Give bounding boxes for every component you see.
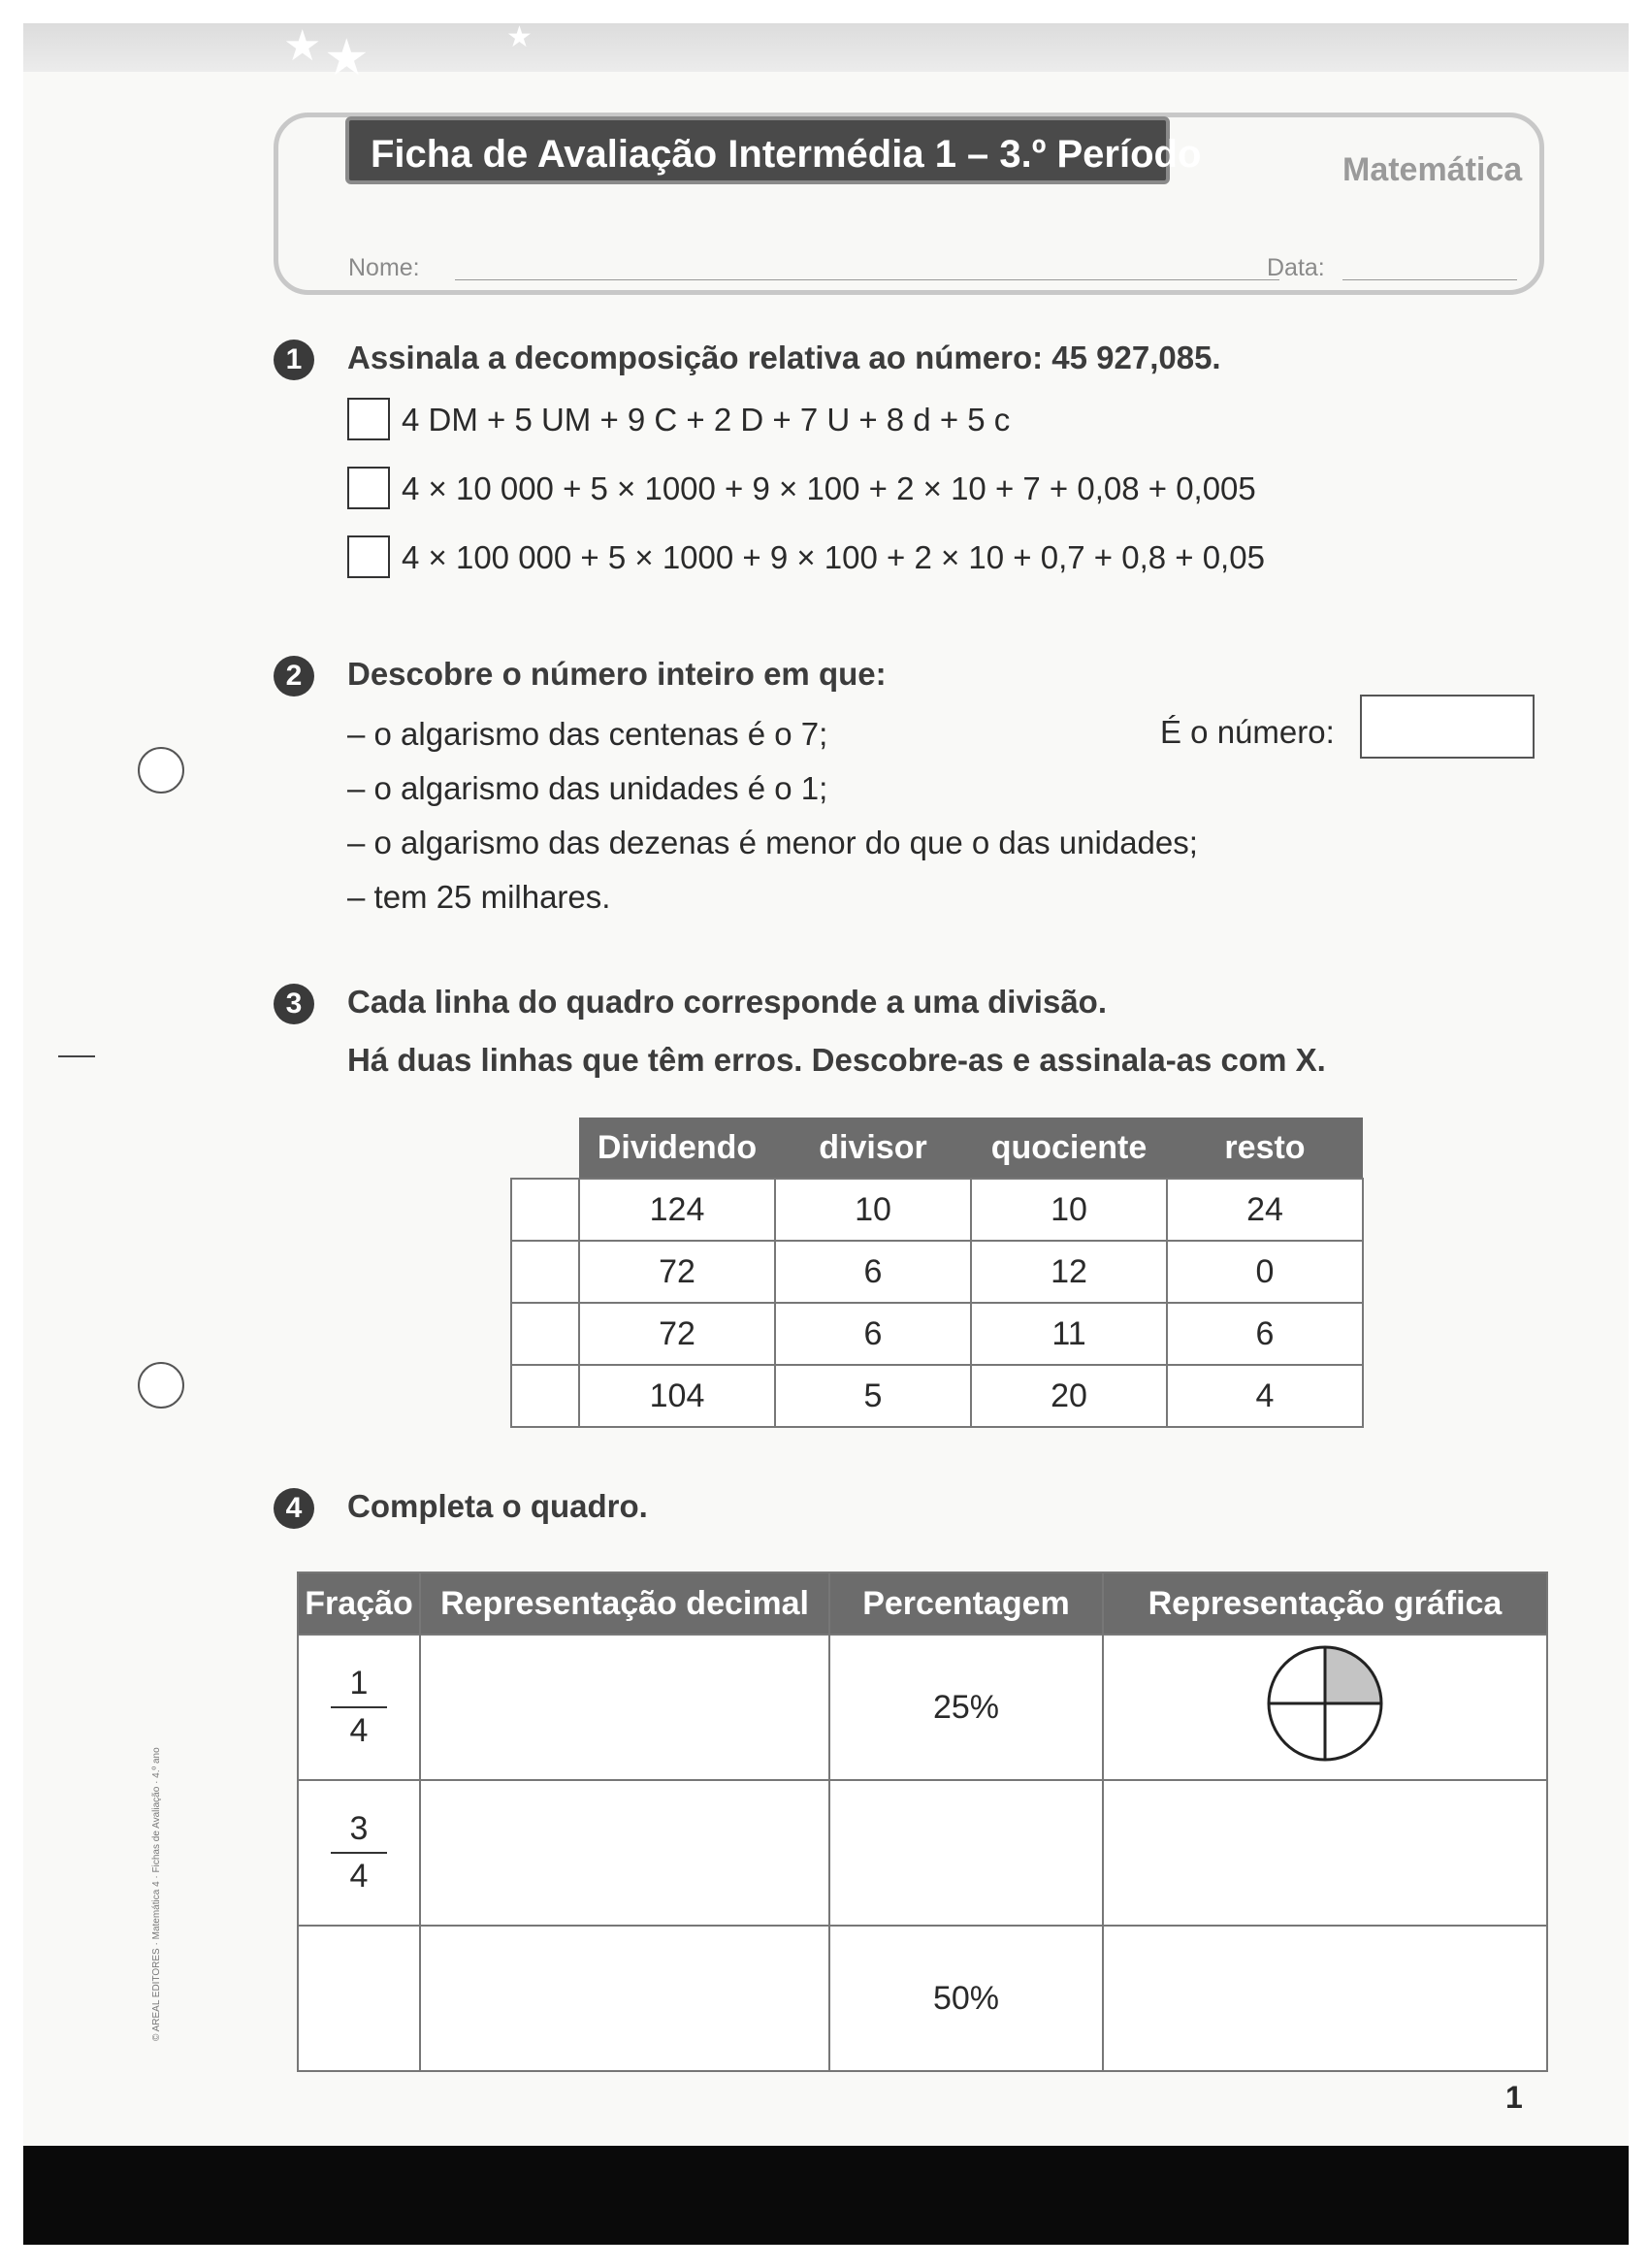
worksheet-page <box>23 23 1629 2245</box>
cell-dividendo: 124 <box>579 1179 775 1241</box>
star-icon: ★ <box>506 23 533 53</box>
mark-cell[interactable] <box>511 1179 579 1241</box>
cell-dividendo: 72 <box>579 1303 775 1365</box>
page-number: 1 <box>1505 2080 1523 2115</box>
star-icon: ★ <box>283 23 322 70</box>
fraction-denominator: 4 <box>349 1858 369 1895</box>
percent-cell: 50% <box>829 1926 1103 2071</box>
fraction-cell <box>298 1635 420 1780</box>
fraction-bar <box>331 1852 387 1854</box>
mark-cell[interactable] <box>511 1365 579 1427</box>
header-percentagem: Percentagem <box>829 1572 1103 1635</box>
publisher-note: © AREAL EDITORES · Matemática 4 · Fichas de Avaliação · 4.º ano <box>151 1747 162 2041</box>
q1-option-2: 4 × 10 000 + 5 × 1000 + 9 × 100 + 2 × 10 + 7 + 0,08 + 0,005 <box>402 470 1256 506</box>
graphic-cell <box>1103 1635 1547 1780</box>
mark-column-header <box>511 1118 579 1179</box>
header-quociente: quociente <box>971 1118 1167 1179</box>
cell-quociente: 20 <box>971 1365 1167 1427</box>
q4-title: Completa o quadro. <box>347 1488 648 1524</box>
table-row <box>511 1365 1363 1427</box>
subject-label: Matemática <box>1342 151 1523 188</box>
cell-resto: 6 <box>1167 1303 1363 1365</box>
header-divisor: divisor <box>775 1118 971 1179</box>
q2-clue-3: – o algarismo das dezenas é menor do que o das unidades; <box>347 825 1198 860</box>
q1-option-1: 4 DM + 5 UM + 9 C + 2 D + 7 U + 8 d + 5 c <box>402 402 1011 437</box>
decimal-cell[interactable] <box>420 1780 829 1926</box>
bottom-scan-border <box>23 2146 1629 2245</box>
name-label: Nome: <box>348 254 420 281</box>
fraction-table <box>297 1571 1548 2072</box>
cell-quociente: 10 <box>971 1179 1167 1241</box>
table-row <box>511 1303 1363 1365</box>
question-number-4: 4 <box>274 1488 314 1529</box>
decimal-cell[interactable] <box>420 1926 829 2071</box>
mark-cell[interactable] <box>511 1241 579 1303</box>
header-grafica: Representação gráfica <box>1103 1572 1547 1635</box>
cell-divisor: 10 <box>775 1179 971 1241</box>
q1-title: Assinala a decomposição relativa ao número: 45 927,085. <box>347 340 1221 375</box>
cell-divisor: 6 <box>775 1241 971 1303</box>
cell-quociente: 12 <box>971 1241 1167 1303</box>
table-row <box>298 1926 1547 2071</box>
punch-hole <box>138 747 184 794</box>
cell-quociente: 11 <box>971 1303 1167 1365</box>
cell-resto: 0 <box>1167 1241 1363 1303</box>
cell-divisor: 6 <box>775 1303 971 1365</box>
fraction-numerator: 3 <box>349 1810 369 1847</box>
question-number-3: 3 <box>274 984 314 1024</box>
fraction-numerator: 1 <box>349 1665 369 1701</box>
q2-answer-label: É o número: <box>1160 714 1335 750</box>
q3-title-line-1: Cada linha do quadro corresponde a uma divisão. <box>347 984 1107 1020</box>
table-row <box>298 1635 1547 1780</box>
date-field[interactable] <box>1342 279 1517 280</box>
decimal-cell[interactable] <box>420 1635 829 1780</box>
table-row <box>511 1179 1363 1241</box>
q1-option-3: 4 × 100 000 + 5 × 1000 + 9 × 100 + 2 × 10 + 0,7 + 0,8 + 0,05 <box>402 539 1265 575</box>
graphic-cell[interactable] <box>1103 1780 1547 1926</box>
worksheet-title: Ficha de Avaliação Intermédia 1 – 3.º Período <box>345 116 1170 184</box>
q1-option-2-checkbox[interactable] <box>347 467 390 509</box>
table-row <box>511 1241 1363 1303</box>
fraction <box>331 1810 387 1895</box>
pie-quarter-icon <box>1262 1640 1388 1766</box>
fraction <box>331 1665 387 1750</box>
question-number-1: 1 <box>274 340 314 380</box>
division-table <box>510 1118 1364 1428</box>
percent-cell: 25% <box>829 1635 1103 1780</box>
cell-resto: 24 <box>1167 1179 1363 1241</box>
q3-title-line-2: Há duas linhas que têm erros. Descobre-as e assinala-as com X. <box>347 1042 1326 1078</box>
date-label: Data: <box>1267 254 1325 281</box>
fold-mark <box>58 1055 95 1057</box>
q1-option-3-checkbox[interactable] <box>347 535 390 578</box>
header-resto: resto <box>1167 1118 1363 1179</box>
header-decimal: Representação decimal <box>420 1572 829 1635</box>
header-fracao: Fração <box>298 1572 420 1635</box>
star-icon: ★ <box>324 30 370 86</box>
graphic-cell[interactable] <box>1103 1926 1547 2071</box>
question-number-2: 2 <box>274 656 314 697</box>
fraction-bar <box>331 1706 387 1708</box>
cell-dividendo: 104 <box>579 1365 775 1427</box>
fraction-denominator: 4 <box>349 1712 369 1749</box>
cell-resto: 4 <box>1167 1365 1363 1427</box>
q2-title: Descobre o número inteiro em que: <box>347 656 887 692</box>
q2-answer-box[interactable] <box>1360 695 1535 759</box>
q2-clue-1: – o algarismo das centenas é o 7; <box>347 716 828 752</box>
q1-option-1-checkbox[interactable] <box>347 398 390 440</box>
q2-clue-2: – o algarismo das unidades é o 1; <box>347 770 828 806</box>
top-banner <box>23 23 1629 86</box>
name-field[interactable] <box>455 279 1279 280</box>
cell-divisor: 5 <box>775 1365 971 1427</box>
fraction-cell <box>298 1780 420 1926</box>
cell-dividendo: 72 <box>579 1241 775 1303</box>
fraction-cell[interactable] <box>298 1926 420 2071</box>
mark-cell[interactable] <box>511 1303 579 1365</box>
q2-clue-4: – tem 25 milhares. <box>347 879 611 915</box>
punch-hole <box>138 1362 184 1409</box>
table-row <box>298 1780 1547 1926</box>
header-dividendo: Dividendo <box>579 1118 775 1179</box>
percent-cell[interactable] <box>829 1780 1103 1926</box>
